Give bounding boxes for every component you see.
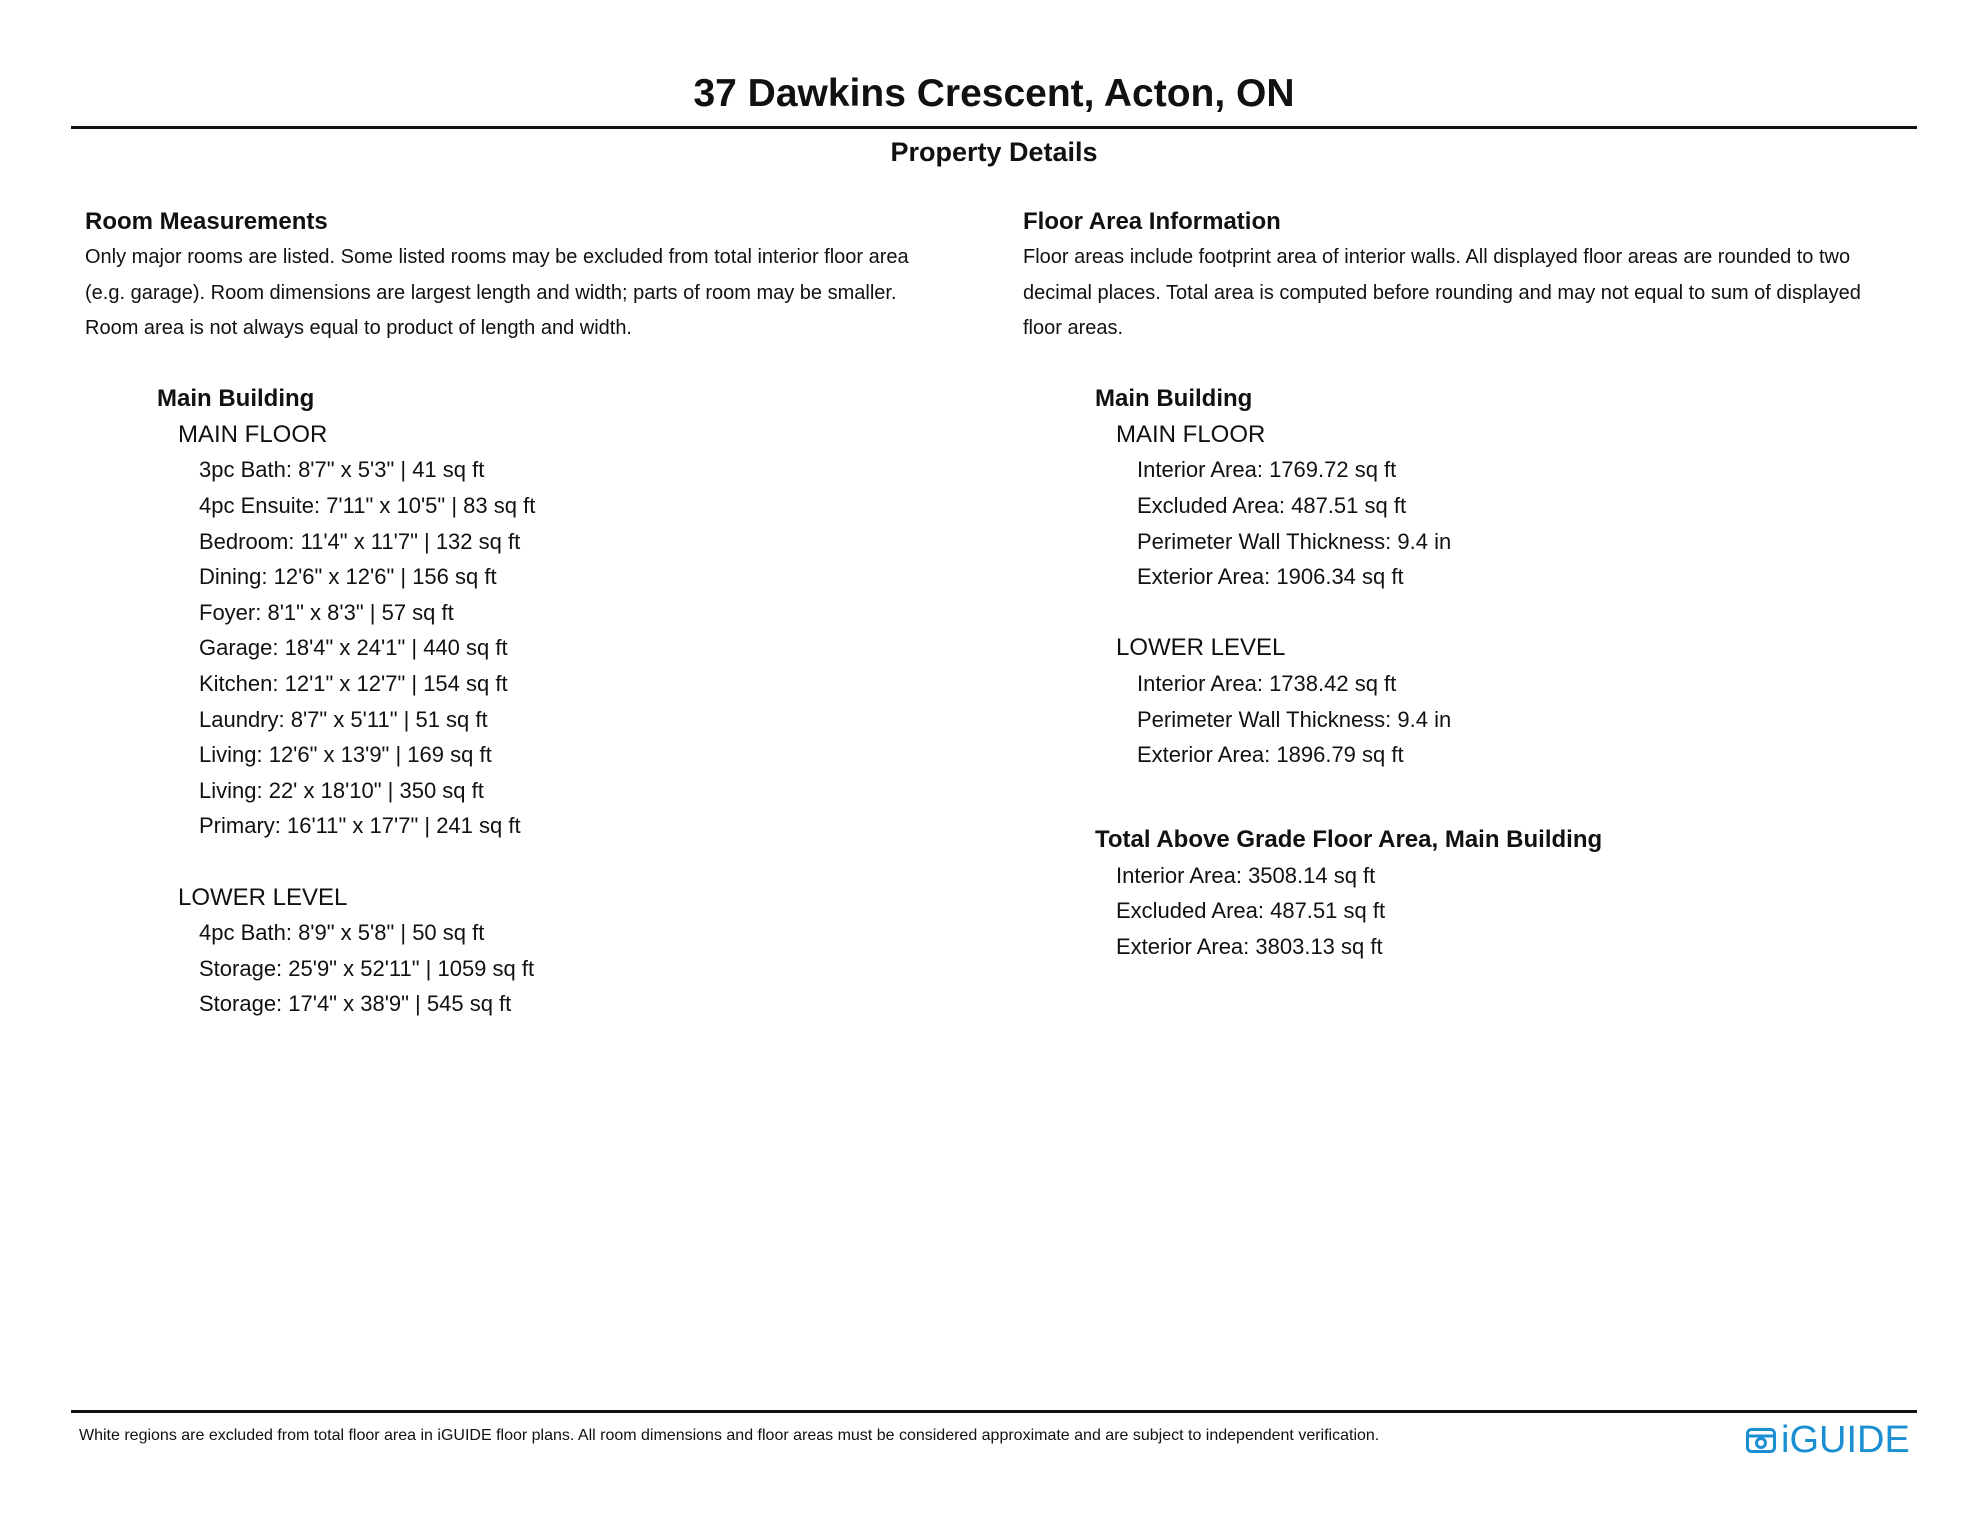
- area-item: Perimeter Wall Thickness: 9.4 in: [1137, 528, 1452, 554]
- total-area-block: [1095, 822, 1923, 965]
- room-item: 4pc Ensuite: 7'11" x 10'5" | 83 sq ft: [199, 492, 536, 518]
- description-line: Floor areas include footprint area of interior walls. All displayed floor areas are rounded to two: [1023, 246, 1851, 268]
- page-title: 37 Dawkins Crescent, Acton, ON: [693, 72, 1295, 115]
- iguide-camera-icon: [1745, 1424, 1777, 1456]
- room-item: Storage: 17'4" x 38'9" | 545 sq ft: [199, 991, 512, 1017]
- room-item: Foyer: 8'1" x 8'3" | 57 sq ft: [199, 599, 454, 625]
- area-item: Exterior Area: 1896.79 sq ft: [1137, 742, 1404, 768]
- lower-level-areas: [1116, 630, 1923, 772]
- area-item: Excluded Area: 487.51 sq ft: [1137, 492, 1407, 518]
- iguide-logo: [1745, 1418, 1910, 1462]
- page-subtitle: Property Details: [890, 137, 1098, 167]
- room-item: Living: 12'6" x 13'9" | 169 sq ft: [199, 742, 492, 768]
- room-measurements-description: [85, 240, 985, 347]
- description-line: (e.g. garage). Room dimensions are largest length and width; parts of room may be smaller.: [85, 281, 897, 304]
- building-heading: Main Building: [157, 384, 315, 412]
- floor-name: MAIN FLOOR: [178, 420, 328, 448]
- room-building-block: [157, 381, 985, 1022]
- floor-name: MAIN FLOOR: [1116, 420, 1266, 448]
- room-item: 3pc Bath: 8'7" x 5'3" | 41 sq ft: [199, 457, 485, 483]
- floor-name: LOWER LEVEL: [178, 883, 348, 911]
- floor-area-section: [1023, 204, 1923, 965]
- total-area-heading: Total Above Grade Floor Area, Main Building: [1095, 825, 1603, 853]
- room-item: Kitchen: 12'1" x 12'7" | 154 sq ft: [199, 670, 508, 696]
- floor-area-heading: Floor Area Information: [1023, 208, 1281, 235]
- header-divider: [71, 126, 1917, 129]
- footer-divider: [71, 1410, 1917, 1413]
- area-item: Interior Area: 1769.72 sq ft: [1137, 457, 1397, 483]
- main-floor-areas: [1116, 417, 1923, 595]
- lower-level-rooms: [178, 880, 985, 1022]
- description-line: floor areas.: [1023, 317, 1124, 340]
- total-area-item: Interior Area: 3508.14 sq ft: [1116, 862, 1376, 888]
- total-area-item: Exterior Area: 3803.13 sq ft: [1116, 933, 1383, 959]
- area-item: Perimeter Wall Thickness: 9.4 in: [1137, 706, 1452, 732]
- description-line: Room area is not always equal to product of length and width.: [85, 317, 632, 340]
- total-area-item: Excluded Area: 487.51 sq ft: [1116, 898, 1386, 924]
- room-item: Laundry: 8'7" x 5'11" | 51 sq ft: [199, 706, 488, 732]
- main-floor-rooms: [178, 417, 985, 844]
- building-heading: Main Building: [1095, 384, 1253, 412]
- area-building-block: [1095, 381, 1923, 965]
- room-item: Primary: 16'11" x 17'7" | 241 sq ft: [199, 813, 521, 839]
- room-item: 4pc Bath: 8'9" x 5'8" | 50 sq ft: [199, 920, 485, 946]
- area-item: Exterior Area: 1906.34 sq ft: [1137, 564, 1404, 590]
- floor-area-description: [1023, 240, 1923, 347]
- room-item: Storage: 25'9" x 52'11" | 1059 sq ft: [199, 955, 535, 981]
- logo-text: iGUIDE: [1781, 1419, 1910, 1461]
- footer-disclaimer: White regions are excluded from total floor area in iGUIDE floor plans. All room dimensions and floor areas must be considered approximate and are subject to independent verification.: [79, 1427, 1380, 1444]
- room-item: Garage: 18'4" x 24'1" | 440 sq ft: [199, 635, 508, 661]
- description-line: decimal places. Total area is computed before rounding and may not equal to sum of displayed: [1023, 281, 1861, 304]
- floor-name: LOWER LEVEL: [1116, 634, 1286, 662]
- room-item: Bedroom: 11'4" x 11'7" | 132 sq ft: [199, 528, 521, 554]
- room-item: Living: 22' x 18'10" | 350 sq ft: [199, 777, 484, 803]
- description-line: Only major rooms are listed. Some listed rooms may be excluded from total interior floor area: [85, 246, 909, 268]
- area-item: Interior Area: 1738.42 sq ft: [1137, 670, 1397, 696]
- room-measurements-section: [85, 204, 985, 1022]
- room-measurements-heading: Room Measurements: [85, 208, 328, 235]
- room-item: Dining: 12'6" x 12'6" | 156 sq ft: [199, 564, 497, 590]
